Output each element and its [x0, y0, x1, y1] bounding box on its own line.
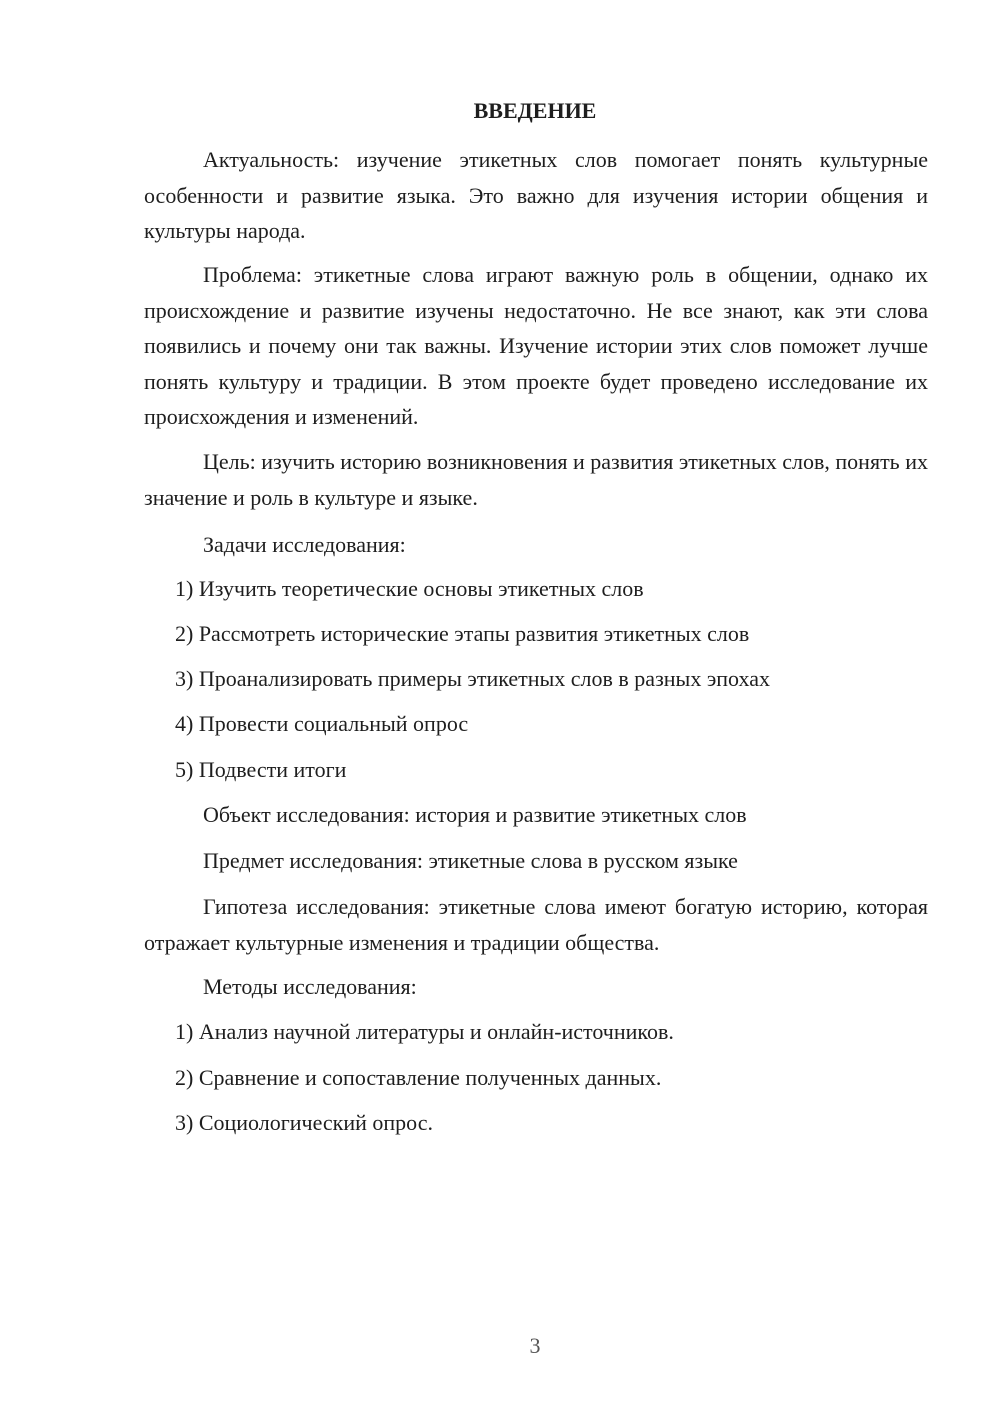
- tasks-title: Задачи исследования:: [203, 532, 406, 557]
- task-item: 2) Рассмотреть исторические этапы развития этикетных слов: [175, 621, 750, 646]
- research-subject: Предмет исследования: этикетные слова в русском языке: [203, 848, 738, 873]
- method-item: 3) Социологический опрос.: [175, 1110, 433, 1135]
- relevance-paragraph: Актуальность: изучение этикетных слов помогает понять культурные особенности и развитие языка. Это важно для изучения истории общения и культуры народа.: [144, 147, 928, 244]
- task-item: 1) Изучить теоретические основы этикетных слов: [175, 576, 644, 601]
- research-object: Объект исследования: история и развитие этикетных слов: [203, 802, 747, 827]
- methods-title: Методы исследования:: [203, 974, 417, 999]
- method-item: 1) Анализ научной литературы и онлайн-источников.: [175, 1019, 674, 1044]
- section-heading: ВВЕДЕНИЕ: [473, 98, 597, 123]
- hypothesis-paragraph: Гипотеза исследования: этикетные слова имеют богатую историю, которая отражает культурные изменения и традиции общества.: [144, 894, 928, 955]
- task-item: 4) Провести социальный опрос: [175, 711, 469, 736]
- page-number: 3: [529, 1333, 541, 1358]
- task-item: 5) Подвести итоги: [175, 757, 347, 782]
- goal-paragraph: Цель: изучить историю возникновения и развития этикетных слов, понять их значение и роль в культуре и языке.: [144, 449, 928, 510]
- method-item: 2) Сравнение и сопоставление полученных данных.: [175, 1065, 662, 1090]
- task-item: 3) Проанализировать примеры этикетных слов в разных эпохах: [175, 666, 770, 691]
- problem-paragraph: Проблема: этикетные слова играют важную роль в общении, однако их происхождение и развитие изучены недостаточно. Не все знают, как эти слова появились и почему они так важны. Изучение истории этих слов поможет лучше понять культуру и традиции. В этом проекте будет проведено исследование их происхождения и изменений.: [144, 262, 928, 430]
